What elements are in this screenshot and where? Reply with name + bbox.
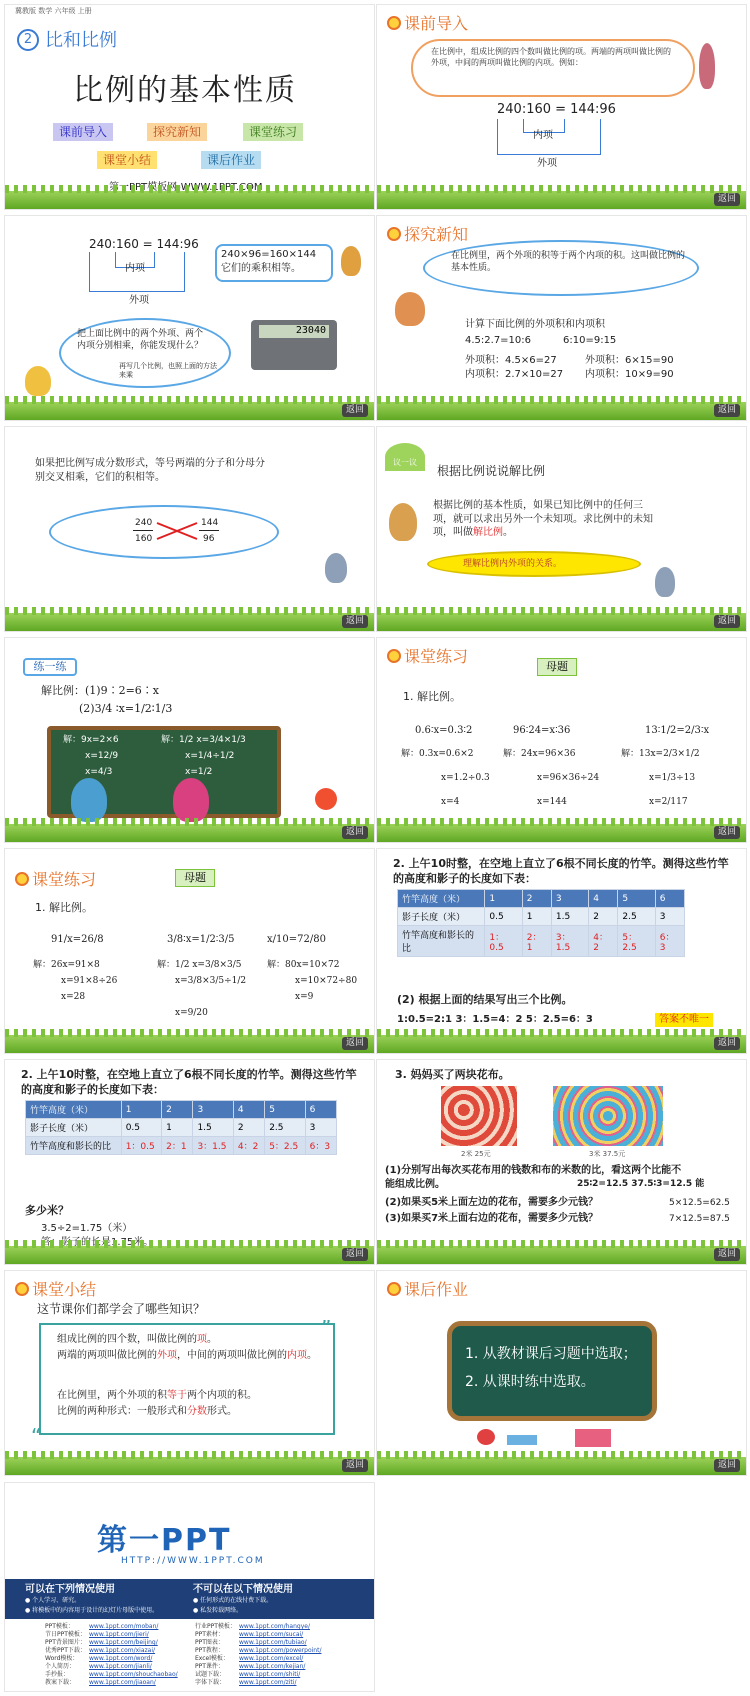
- numerator-1: 240: [135, 518, 153, 528]
- fabric-left-image: [441, 1086, 517, 1146]
- link-url[interactable]: www.1ppt.com/moban/: [89, 1623, 159, 1630]
- outer-bracket: [497, 119, 601, 155]
- problem-1: 91/x=26/8: [51, 934, 104, 945]
- board-left-2: x=12/9: [85, 751, 119, 761]
- table-cell: 5：2.5: [265, 1137, 305, 1155]
- sub-question: (2) 根据上面的结果写出三个比例。: [397, 993, 573, 1006]
- homework-item-2: 2. 从课时练中选取。: [465, 1374, 595, 1390]
- link-row[interactable]: [195, 1663, 365, 1671]
- link-row[interactable]: [45, 1679, 195, 1687]
- link-url[interactable]: www.1ppt.com/jieri/: [89, 1631, 149, 1638]
- problem-2: 96∶24=x∶36: [513, 725, 571, 736]
- slide-heading: 课堂练习: [15, 867, 96, 890]
- table-cell: 2: [522, 890, 551, 908]
- link-url[interactable]: www.1ppt.com/word/: [89, 1655, 153, 1662]
- outer-label: 外项: [537, 158, 557, 169]
- board-right-1: 解：1/2 x=3/4×1/3: [161, 735, 246, 745]
- answer-1-line-1: 解：0.3x=0.6×2: [401, 749, 474, 759]
- link-url[interactable]: www.1ppt.com/shiti/: [239, 1671, 301, 1678]
- slide-heading: 探究新知: [387, 222, 468, 245]
- summary-line-1: 组成比例的四个数，叫做比例的项。: [57, 1334, 217, 1345]
- summary-line-4: 比例的两种形式：一般形式和分数形式。: [57, 1406, 237, 1417]
- slide-summary[interactable]: [4, 1270, 375, 1476]
- table-cell: 4：2: [589, 926, 618, 957]
- return-button[interactable]: 返回: [342, 1037, 368, 1050]
- link-label: 字体下载：: [195, 1679, 226, 1686]
- grass-strip: [377, 613, 746, 631]
- nav-button-summary[interactable]: 课堂小结: [97, 151, 157, 169]
- table-cell: 4: [233, 1101, 264, 1119]
- link-url[interactable]: www.1ppt.com/sucai/: [239, 1631, 304, 1638]
- link-label: 教案下载：: [45, 1679, 76, 1686]
- discuss-badge: 议一议: [385, 443, 425, 471]
- unit-number-badge: 2: [17, 29, 39, 51]
- bulb-icon: [387, 1282, 401, 1296]
- answer-3: 7×12.5=87.5: [669, 1214, 730, 1224]
- summary-line-3: 在比例里，两个外项的积等于两个内项的积。: [57, 1390, 257, 1401]
- table-cell: 1：0.5: [121, 1137, 161, 1155]
- fraction-text: 如果把比例写成分数形式，等号两端的分子和分母分别交叉相乘，它们的积相等。: [35, 458, 265, 483]
- table-cell: 5: [265, 1101, 305, 1119]
- answer-2: 5×12.5=62.5: [669, 1198, 730, 1208]
- table-cell: 1.5: [193, 1119, 233, 1137]
- table-cell: 竹竿高度（米）: [398, 890, 485, 908]
- slide-discuss[interactable]: [376, 426, 747, 632]
- example-1: 4.5:2.7=10:6: [465, 335, 532, 346]
- table-cell: 6：3: [655, 926, 684, 957]
- product-text: 240×96=160×144 它们的乘积相等。: [221, 249, 317, 274]
- grass-strip: [5, 1457, 374, 1475]
- problem-1: 0.6∶x=0.3∶2: [415, 725, 473, 736]
- table-cell: 4：2: [233, 1137, 264, 1155]
- try-badge: 练一练: [23, 658, 77, 676]
- return-button[interactable]: 返回: [342, 1459, 368, 1472]
- bulb-icon: [15, 1282, 29, 1296]
- fabric-left-caption: 2米 25元: [461, 1150, 491, 1158]
- table-cell: 3: [551, 890, 588, 908]
- outer-bracket: [89, 252, 185, 292]
- link-row[interactable]: [195, 1647, 365, 1655]
- exercise-line-1: 解比例：(1)9∶2=6∶x: [41, 684, 159, 697]
- cannot-use-1: ● 任何形式的在线付费下载。: [193, 1597, 273, 1604]
- answer-3-line-1: 解：80x=10×72: [267, 960, 340, 970]
- board-left-1: 解：9x=2×6: [63, 735, 119, 745]
- table-cell: 0.5: [121, 1119, 161, 1137]
- bulb-icon: [387, 649, 401, 663]
- slide-practice-2[interactable]: [4, 848, 375, 1054]
- example-proportion: 240:160 = 144:96: [89, 237, 199, 251]
- link-url[interactable]: www.1ppt.com/shouchaobao/: [89, 1671, 178, 1678]
- answer-1-line-2: x=1.2÷0.3: [441, 773, 490, 783]
- inner-product-1: 内项积：2.7×10=27: [465, 369, 564, 380]
- calculator-display: 23040: [259, 325, 329, 338]
- inner-label: 内项: [125, 263, 145, 274]
- answer-2-line-2: x=96×36÷24: [537, 773, 600, 783]
- summary-line-2: 两端的两项叫做比例的外项，中间的两项叫做比例的内项。: [57, 1350, 317, 1361]
- exercise-line-2: (2)3/4 ∶x=1/2∶1/3: [79, 702, 173, 715]
- grass-strip: [377, 1246, 746, 1264]
- answer-3-line-3: x=2/117: [649, 797, 688, 807]
- board-left-3: x=4/3: [85, 767, 113, 777]
- question-tail: 多少米？: [25, 1204, 69, 1217]
- link-row[interactable]: [195, 1655, 365, 1663]
- link-label: PPT教程：: [195, 1647, 224, 1654]
- link-row[interactable]: [45, 1663, 195, 1671]
- link-url[interactable]: www.1ppt.com/hangye/: [239, 1623, 310, 1630]
- discuss-text: 根据比例的基本性质，如果已知比例中的任何三项，就可以求出另外一个未知项。求比例中的未知项，叫做解比例。: [433, 500, 653, 538]
- mother-question-tag: 母题: [537, 658, 577, 676]
- quote-open-icon: “: [31, 1424, 42, 1448]
- homework-item-1: 1. 从教材课后习题中选取；: [465, 1346, 637, 1362]
- return-button[interactable]: 返回: [342, 615, 368, 628]
- nav-button-practice[interactable]: 课堂练习: [243, 123, 303, 141]
- link-label: PPT背景图片：: [45, 1639, 86, 1646]
- link-row[interactable]: [45, 1631, 195, 1639]
- link-url[interactable]: www.1ppt.com/ziti/: [239, 1679, 297, 1686]
- student-girl-figure: [173, 778, 209, 822]
- numerator-2: 144: [201, 518, 219, 528]
- grass-strip: [5, 402, 374, 420]
- table-cell: 3: [305, 1119, 336, 1137]
- grass-strip: [377, 1457, 746, 1475]
- table-cell: 6: [655, 890, 684, 908]
- cannot-use-title: 不可以在以下情况使用: [193, 1584, 293, 1595]
- lesson-title: 比例的基本性质: [73, 73, 297, 108]
- slide-homework[interactable]: [376, 1270, 747, 1476]
- link-label: 节日PPT模板：: [45, 1631, 86, 1638]
- link-label: 优秀PPT下载：: [45, 1647, 86, 1654]
- answer-1-line-1: 解：26x=91×8: [33, 960, 100, 970]
- cross-arrows: [155, 519, 199, 543]
- answer-2-line-2: x=3/8×3/5÷1/2: [175, 976, 247, 986]
- table-cell: 3：1.5: [551, 926, 588, 957]
- link-url[interactable]: www.1ppt.com/jianli/: [89, 1663, 152, 1670]
- problem-2: 3/8∶x=1/2∶3/5: [167, 934, 235, 945]
- answer-1: 25∶2=12.5 37.5∶3=12.5 能: [577, 1179, 705, 1189]
- grass-strip: [5, 1035, 374, 1053]
- table-cell: 3：1.5: [193, 1137, 233, 1155]
- discuss-title: 根据比例说说解比例: [437, 464, 546, 478]
- return-button[interactable]: 返回: [714, 826, 740, 839]
- table-cell: 2: [162, 1101, 193, 1119]
- denominator-2: 96: [203, 534, 215, 544]
- unit-title: 比和比例: [45, 30, 117, 51]
- link-row[interactable]: [195, 1671, 365, 1679]
- link-label: 行业PPT模板：: [195, 1623, 236, 1630]
- brand-url: HTTP://WWW.1PPT.COM: [121, 1556, 265, 1566]
- slide-fraction-form[interactable]: [4, 426, 375, 632]
- link-url[interactable]: www.1ppt.com/tubiao/: [239, 1639, 307, 1646]
- table-cell: 5：2.5: [618, 926, 655, 957]
- inner-product-2: 内项积：10×9=90: [585, 369, 674, 380]
- links-right: [195, 1623, 365, 1687]
- table-cell: 0.5: [485, 908, 522, 926]
- brand-logo: 第一PPT: [97, 1523, 232, 1558]
- table-cell: 2：1: [162, 1137, 193, 1155]
- grass-strip: [377, 191, 746, 209]
- inner-label: 内项: [533, 130, 553, 141]
- question-text: 3. 妈妈买了两块花布。: [395, 1068, 510, 1081]
- link-row[interactable]: [45, 1655, 195, 1663]
- example-2: 6:10=9:15: [563, 335, 617, 346]
- grass-strip: [5, 824, 374, 842]
- calculator-icon: [251, 320, 337, 370]
- slide-bamboo-1[interactable]: [376, 848, 747, 1054]
- table-cell: 5: [618, 890, 655, 908]
- link-row[interactable]: [195, 1623, 365, 1631]
- outer-label: 外项: [129, 295, 149, 306]
- table-cell: 竹竿高度（米）: [26, 1101, 122, 1119]
- answer-3-line-3: x=9: [295, 992, 314, 1002]
- fraction-bar-1: [133, 530, 153, 531]
- grass-strip: [377, 1035, 746, 1053]
- link-label: Excel模板：: [195, 1655, 229, 1662]
- sub-question-1: (1)分别写出每次买花布用的钱数和布的米数的比，看这两个比能不能组成比例。: [385, 1165, 682, 1190]
- answer-2-line-3: x=144: [537, 797, 567, 807]
- homework-board: [447, 1321, 657, 1421]
- slide-product[interactable]: [4, 215, 375, 421]
- answer-calc: 3.5÷2=1.75（米）: [41, 1223, 133, 1234]
- link-row[interactable]: [195, 1679, 365, 1687]
- table-cell: 1: [121, 1101, 161, 1119]
- table-cell: 4: [589, 890, 618, 908]
- grass-strip: [377, 824, 746, 842]
- grass-strip: [5, 1246, 374, 1264]
- slide-copyright[interactable]: [4, 1482, 375, 1692]
- link-label: PPT模板：: [45, 1623, 74, 1630]
- answer-proportions: 1:0.5=2:1 3：1.5=4：2 5：2.5=6：3: [397, 1014, 593, 1025]
- link-url[interactable]: www.1ppt.com/jiaoan/: [89, 1679, 156, 1686]
- table-cell: 1: [522, 908, 551, 926]
- link-label: 个人简历：: [45, 1663, 76, 1670]
- answer-note: 答案不唯一: [655, 1013, 713, 1027]
- link-row[interactable]: [45, 1671, 195, 1679]
- link-url[interactable]: www.1ppt.com/xiazai/: [89, 1647, 156, 1654]
- slide-explore[interactable]: [376, 215, 747, 421]
- return-button[interactable]: 返回: [714, 1037, 740, 1050]
- nav-button-homework[interactable]: 课后作业: [201, 151, 261, 169]
- fabric-right-image: [553, 1086, 663, 1146]
- grass-strip: [377, 402, 746, 420]
- table-row: [398, 908, 685, 926]
- link-row[interactable]: [45, 1639, 195, 1647]
- table-cell: 1.5: [551, 908, 588, 926]
- books-icon: [507, 1435, 537, 1445]
- bamboo-table: [25, 1100, 337, 1155]
- slide-bamboo-2[interactable]: [4, 1059, 375, 1265]
- answer-1-line-3: x=28: [61, 992, 86, 1002]
- bulb-icon: [387, 227, 401, 241]
- link-label: Word模板：: [45, 1655, 79, 1662]
- outer-product-1: 外项积：4.5×6=27: [465, 355, 557, 366]
- summary-question: 这节课你们都学会了哪些知识？: [37, 1302, 206, 1316]
- table-cell: 6：3: [305, 1137, 336, 1155]
- can-use-2: ● 将模板中的内容用于设计的幻灯片母版中使用。: [25, 1607, 159, 1614]
- links-left: [45, 1623, 195, 1687]
- books-stack-icon: [575, 1429, 611, 1447]
- table-cell: 竹竿高度和影长的比: [398, 926, 485, 957]
- table-cell: 2：1: [522, 926, 551, 957]
- table-row: [26, 1101, 337, 1119]
- slide-heading: 课后作业: [387, 1277, 468, 1300]
- slide-intro[interactable]: [376, 4, 747, 210]
- board-right-3: x=1/2: [185, 767, 213, 777]
- denominator-1: 160: [135, 534, 153, 544]
- link-label: PPT图表：: [195, 1639, 224, 1646]
- bamboo-table: [397, 889, 685, 957]
- table-cell: 2.5: [618, 908, 655, 926]
- link-label: 手抄报：: [45, 1671, 70, 1678]
- definition-text: 在比例中，组成比例的四个数叫做比例的项。两端的两项叫做比例的外项，中间的两项叫做比例的内项。例如：: [431, 47, 671, 67]
- question-text: 2. 上午10时整，在空地上直立了6根不同长度的竹竿。测得这些竹竿的高度和影子的长度如下表：: [393, 857, 729, 885]
- table-cell: 竹竿高度和影长的比: [26, 1137, 122, 1155]
- thought-text-2: 再写几个比例，也照上面的方法来乘: [119, 362, 217, 380]
- question-label: 1. 解比例。: [35, 901, 93, 914]
- grass-strip: [5, 613, 374, 631]
- return-button[interactable]: 返回: [714, 1248, 740, 1261]
- bulb-icon: [387, 16, 401, 30]
- nav-button-intro[interactable]: 课前导入: [53, 123, 113, 141]
- student-boy-figure: [71, 778, 107, 822]
- link-label: PPT课件：: [195, 1663, 224, 1670]
- can-use-1: ● 个人学习、研究。: [25, 1597, 81, 1604]
- fraction-bar-2: [199, 530, 219, 531]
- board-right-2: x=1/4÷1/2: [185, 751, 235, 761]
- table-cell: 1: [162, 1119, 193, 1137]
- slide-title[interactable]: [4, 4, 375, 210]
- problem-3: 13∶1/2=2/3∶x: [645, 725, 710, 736]
- table-cell: 1: [485, 890, 522, 908]
- mother-question-tag: 母题: [175, 869, 215, 887]
- return-button[interactable]: 返回: [342, 404, 368, 417]
- answer-1-line-2: x=91×8÷26: [61, 976, 118, 986]
- link-row[interactable]: [45, 1647, 195, 1655]
- mascot-figure: [341, 246, 361, 276]
- mascot-figure: [395, 292, 425, 326]
- property-text: 在比例里，两个外项的积等于两个内项的积。这叫做比例的基本性质。: [451, 251, 686, 274]
- robot-figure: [655, 567, 675, 597]
- slide-heading: 课堂小结: [15, 1277, 96, 1300]
- hint-text: 理解比例内外项的关系。: [463, 559, 563, 569]
- task-text: 计算下面比例的外项积和内项积: [465, 319, 605, 330]
- cannot-use-2: ● 私发转载网络。: [193, 1607, 243, 1614]
- slide-heading: 课堂练习: [387, 644, 468, 667]
- table-cell: 2.5: [265, 1119, 305, 1137]
- teacher-figure: [699, 43, 715, 89]
- table-cell: 6: [305, 1101, 336, 1119]
- link-label: 试题下载：: [195, 1671, 226, 1678]
- table-row: [398, 890, 685, 908]
- answer-3-line-1: 解：13x=2/3×1/2: [621, 749, 700, 759]
- slide-heading: 课前导入: [387, 11, 468, 34]
- return-button[interactable]: 返回: [714, 193, 740, 206]
- book-header: 冀教版 数学 六年级 上册: [15, 7, 92, 15]
- table-cell: 3: [193, 1101, 233, 1119]
- link-url[interactable]: www.1ppt.com/powerpoint/: [239, 1647, 322, 1654]
- robot-figure: [325, 553, 347, 583]
- sun-mascot-icon: [315, 788, 337, 810]
- problem-3: x/10=72/80: [267, 934, 326, 945]
- return-button[interactable]: 返回: [714, 404, 740, 417]
- return-button[interactable]: 返回: [342, 826, 368, 839]
- slide-practice-1[interactable]: [376, 637, 747, 843]
- link-row[interactable]: [195, 1639, 365, 1647]
- bulb-icon: [15, 872, 29, 886]
- example-proportion: 240:160 = 144:96: [497, 102, 616, 117]
- sub-question-3: (3)如果买7米上面右边的花布，需要多少元钱？: [385, 1213, 599, 1224]
- link-url[interactable]: www.1ppt.com/beijing/: [89, 1639, 158, 1646]
- return-button[interactable]: 返回: [714, 1459, 740, 1472]
- can-use-title: 可以在下列情况使用: [25, 1584, 115, 1595]
- question-label: 1. 解比例。: [403, 690, 461, 703]
- answer-3-line-2: x=10×72÷80: [295, 976, 358, 986]
- quote-close-icon: ”: [321, 1316, 332, 1340]
- table-cell: 影子长度（米）: [26, 1119, 122, 1137]
- link-url[interactable]: www.1ppt.com/kejian/: [239, 1663, 306, 1670]
- link-url[interactable]: www.1ppt.com/excel/: [239, 1655, 304, 1662]
- table-row: [398, 926, 685, 957]
- table-cell: 2: [589, 908, 618, 926]
- link-row[interactable]: [45, 1623, 195, 1631]
- boy-figure: [25, 366, 51, 396]
- thought-text: 把上面比例中的两个外项、两个内项分别相乘，你能发现什么？: [77, 329, 204, 352]
- nav-button-explore[interactable]: 探究新知: [147, 123, 207, 141]
- table-row: [26, 1137, 337, 1155]
- fabric-right-caption: 3米 37.5元: [589, 1150, 626, 1158]
- alarm-clock-icon: [477, 1429, 495, 1445]
- link-row[interactable]: [195, 1631, 365, 1639]
- question-text: 2. 上午10时整，在空地上直立了6根不同长度的竹竿。测得这些竹竿的高度和影子的长度如下表：: [21, 1068, 357, 1096]
- slide-fabric[interactable]: [376, 1059, 747, 1265]
- answer-2-line-3: x=9/20: [175, 1008, 208, 1018]
- answer-1-line-3: x=4: [441, 797, 460, 807]
- table-cell: 1：0.5: [485, 926, 522, 957]
- grass-strip: [5, 191, 374, 209]
- answer-2-line-1: 解：1/2 x=3/8×3/5: [157, 960, 242, 970]
- return-button[interactable]: 返回: [714, 615, 740, 628]
- outer-product-2: 外项积：6×15=90: [585, 355, 674, 366]
- return-button[interactable]: 返回: [342, 1248, 368, 1261]
- slide-try[interactable]: [4, 637, 375, 843]
- table-cell: 3: [655, 908, 684, 926]
- mascot-figure: [389, 503, 417, 541]
- answer-3-line-2: x=1/3÷13: [649, 773, 696, 783]
- sub-question-2: (2)如果买5米上面左边的花布，需要多少元钱？: [385, 1197, 599, 1208]
- table-cell: 2: [233, 1119, 264, 1137]
- answer-2-line-1: 解：24x=96×36: [503, 749, 576, 759]
- table-row: [26, 1119, 337, 1137]
- link-label: PPT素材：: [195, 1631, 224, 1638]
- table-cell: 影子长度（米）: [398, 908, 485, 926]
